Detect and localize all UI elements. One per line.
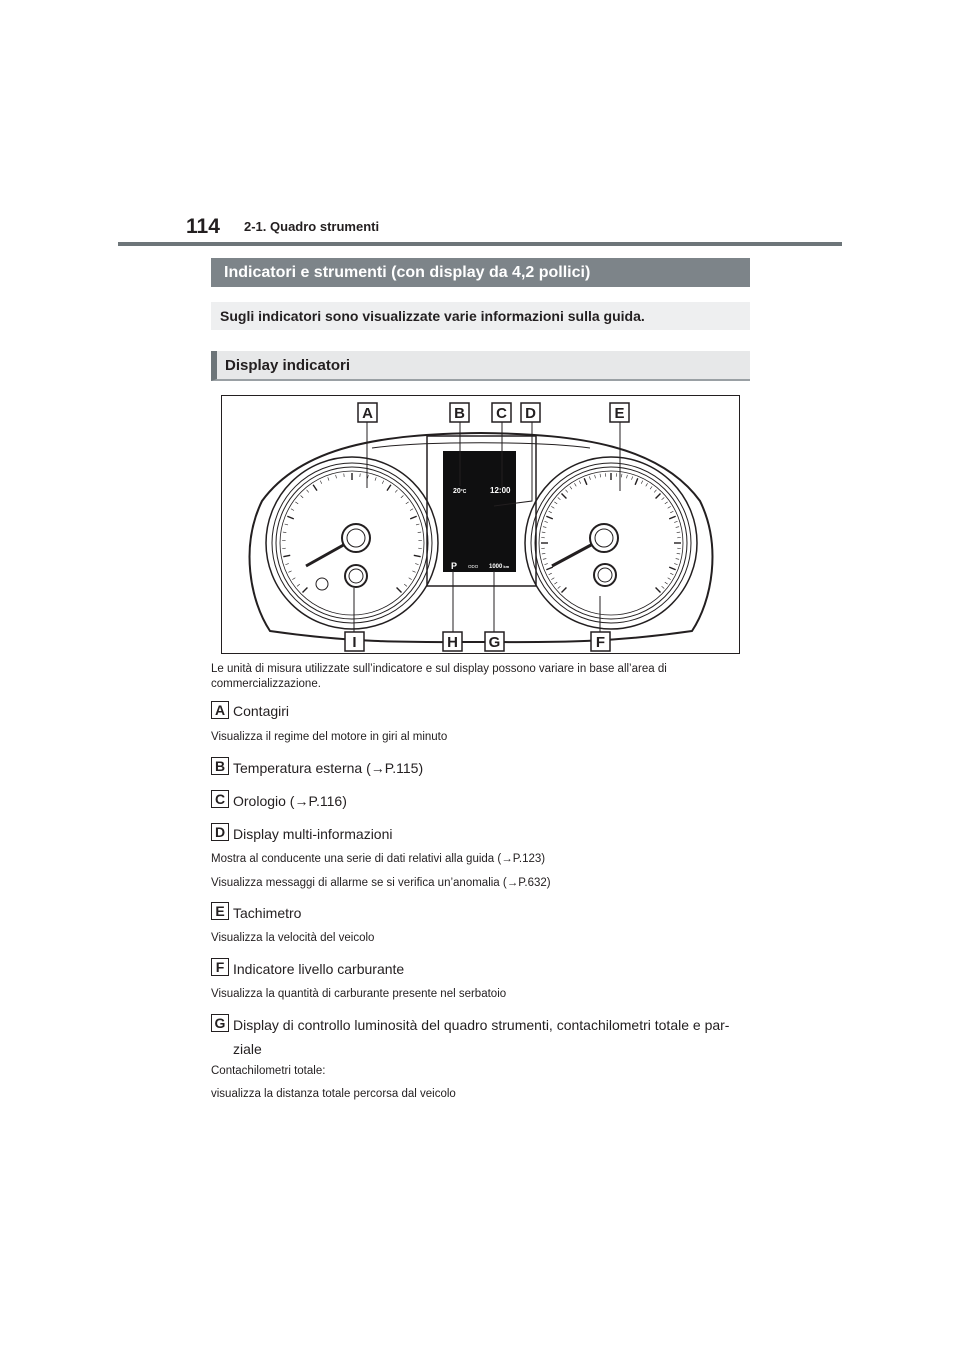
multi-information-display [443, 451, 516, 572]
gauge-tick [546, 516, 552, 519]
gauge-tick [283, 555, 290, 556]
gauge-tick [328, 477, 329, 480]
item-desc-g-1: Contachilometri totale: [211, 1065, 326, 1077]
left-indicator-circle [316, 578, 328, 590]
gauge-tick [285, 564, 288, 565]
gauge-tick [551, 506, 554, 508]
gauge-tick [566, 490, 568, 493]
screen-temperature: 20°C [453, 488, 467, 495]
gauge-tick [554, 502, 557, 504]
gauge-tick [414, 555, 421, 556]
gauge-tick [562, 588, 567, 593]
tachometer-hub [342, 524, 370, 552]
gauge-tick [641, 481, 643, 484]
gauge-tick [320, 481, 322, 484]
gauge-tick [397, 588, 402, 593]
gauge-tick [677, 553, 680, 554]
gauge-tick [412, 571, 415, 572]
gauge-tick [589, 476, 590, 479]
item-title-d: Display multi-informazioni [233, 826, 393, 842]
gauge-tick [285, 524, 288, 525]
gauge-tick [303, 588, 308, 593]
gauge-tick [600, 474, 601, 477]
gauge-tick [650, 486, 652, 489]
gauge-tick [662, 498, 665, 500]
gauge-tick [669, 567, 675, 570]
svg-text:G: G [488, 634, 501, 651]
gauge-tick [656, 588, 661, 593]
units-note: Le unità di misura utilizzate sull’indicatore e sul display possono variare in base all’area di commercializzazione. [211, 663, 667, 690]
gauge-tick [542, 553, 545, 554]
item-letter-f: F [211, 958, 229, 976]
gauge-tick [387, 485, 391, 491]
gauge-tick [283, 532, 286, 533]
gauge-tick [654, 490, 656, 493]
gauge-tick [543, 559, 546, 560]
gauge-tick [670, 511, 673, 513]
gauge-tick [579, 481, 581, 484]
gauge-tick [554, 582, 557, 584]
gauge-tick [415, 564, 418, 565]
gauge-tick [627, 475, 628, 478]
screen-odometer: 1000km [489, 564, 510, 570]
callout-i [345, 632, 364, 651]
gauge-tick [668, 506, 671, 508]
gauge-tick [291, 509, 294, 511]
gauge-tick [574, 483, 576, 486]
svg-text:E: E [614, 405, 625, 422]
gauge-tick [395, 490, 397, 493]
gauge-tick [307, 490, 309, 493]
svg-text:I: I [352, 634, 357, 651]
gauge-tick [570, 486, 572, 489]
item-letter-b: B [211, 757, 229, 775]
gauge-tick [288, 571, 291, 572]
svg-text:C: C [496, 405, 507, 422]
gauge-tick [313, 485, 317, 491]
gauge-tick [674, 564, 677, 565]
gauge-tick [558, 498, 561, 500]
callout-a [358, 403, 377, 422]
gauge-tick [404, 584, 407, 586]
gauge-tick [621, 474, 622, 477]
item-title-b: Temperatura esterna (→P.115) [233, 760, 424, 776]
subsection-title: Display indicatori [211, 351, 750, 381]
callout-e [610, 403, 629, 422]
tachometer-dial [266, 457, 438, 629]
gauge-tick [551, 578, 554, 580]
gauge-tick [544, 521, 547, 522]
gauge-tick [668, 578, 671, 580]
callout-b [450, 403, 469, 422]
gauge-tick [543, 527, 546, 528]
gauge-tick [584, 478, 587, 484]
item-letter-d: D [211, 823, 229, 841]
header-rule [118, 242, 842, 246]
gauge-tick [292, 578, 295, 580]
gauge-tick [544, 564, 547, 565]
gauge-tick [595, 475, 596, 478]
gauge-tick [416, 524, 419, 525]
gauge-tick [546, 567, 552, 570]
callout-f [591, 632, 610, 651]
svg-text:H: H [447, 634, 458, 651]
page-number: 114 [186, 215, 220, 238]
left-small-dial [345, 565, 367, 587]
fuel-gauge-dial [594, 564, 616, 586]
screen-odo-label: ODO [468, 564, 479, 569]
gauge-tick [558, 586, 561, 588]
gauge-tick [406, 502, 409, 504]
item-letter-g: G [211, 1014, 229, 1032]
gauge-tick [297, 584, 300, 586]
gauge-tick [665, 582, 668, 584]
item-title-f: Indicatore livello carburante [233, 961, 405, 977]
screen-clock: 12:00 [490, 486, 511, 495]
gauge-tick [635, 478, 638, 484]
section-title: Indicatori e strumenti (con display da 4,2 pollici) [211, 258, 750, 287]
svg-text:B: B [454, 405, 465, 422]
item-title-e: Tachimetro [233, 905, 302, 921]
gauge-tick [368, 475, 369, 478]
gauge-tick [676, 527, 679, 528]
gauge-tick [542, 532, 545, 533]
gauge-cluster-figure [221, 395, 740, 654]
svg-text:D: D [525, 405, 536, 422]
gauge-tick [549, 511, 552, 513]
speedometer-hub [590, 524, 618, 552]
callout-g [485, 632, 504, 651]
gauge-tick [301, 495, 304, 497]
gauge-tick [674, 521, 677, 522]
gauge-tick [656, 494, 661, 499]
gauge-tick [677, 532, 680, 533]
gauge-tick [646, 483, 648, 486]
item-letter-c: C [211, 790, 229, 808]
item-desc-g-2: visualizza la distanza totale percorsa dal veicolo [211, 1088, 456, 1100]
item-desc-d-2: Visualizza messaggi di allarme se si verifica un’anomalia (→P.632) [211, 877, 551, 889]
gauge-tick [562, 494, 567, 499]
callout-h [443, 632, 462, 651]
gauge-tick [669, 516, 675, 519]
callout-c [492, 403, 511, 422]
screen-gear: P [451, 561, 458, 571]
gauge-tick [632, 476, 633, 479]
item-desc-a: Visualizza il regime del motore in giri al minuto [211, 731, 448, 743]
gauge-tick [382, 481, 384, 484]
item-title-c: Orologio (→P.116) [233, 793, 347, 809]
gauge-tick [662, 586, 665, 588]
callout-d [521, 403, 540, 422]
gauge-tick [401, 495, 404, 497]
gauge-tick [336, 475, 337, 478]
item-desc-d-1: Mostra al conducente una serie di dati relativi alla guida (→P.123) [211, 853, 546, 865]
item-desc-e: Visualizza la velocità del veicolo [211, 932, 375, 944]
item-title-g: Display di controllo luminosità del quadro strumenti, contachilometri totale e par-ziale [233, 1017, 730, 1057]
item-desc-f: Visualizza la quantità di carburante presente nel serbatoio [211, 988, 507, 1000]
intro-text: Sugli indicatori sono visualizzate varie informazioni sulla guida. [211, 302, 750, 330]
gauge-tick [676, 559, 679, 560]
gauge-tick [287, 516, 293, 519]
gauge-tick [409, 578, 412, 580]
gauge-tick [410, 516, 416, 519]
gauge-tick [418, 532, 421, 533]
cluster-top-line [372, 443, 590, 448]
gauge-tick [375, 477, 376, 480]
gauge-tick [295, 502, 298, 504]
item-title-a: Contagiri [233, 703, 290, 719]
speedometer-dial [525, 457, 697, 629]
svg-text:F: F [595, 634, 606, 651]
gauge-cluster-illustration [222, 396, 741, 655]
item-letter-e: E [211, 902, 229, 920]
gauge-tick [549, 573, 552, 575]
item-letter-a: A [211, 701, 229, 719]
gauge-tick [665, 502, 668, 504]
svg-text:A: A [362, 405, 373, 422]
section-reference: 2-1. Quadro strumenti [244, 219, 380, 234]
gauge-tick [670, 573, 673, 575]
gauge-tick [410, 509, 413, 511]
